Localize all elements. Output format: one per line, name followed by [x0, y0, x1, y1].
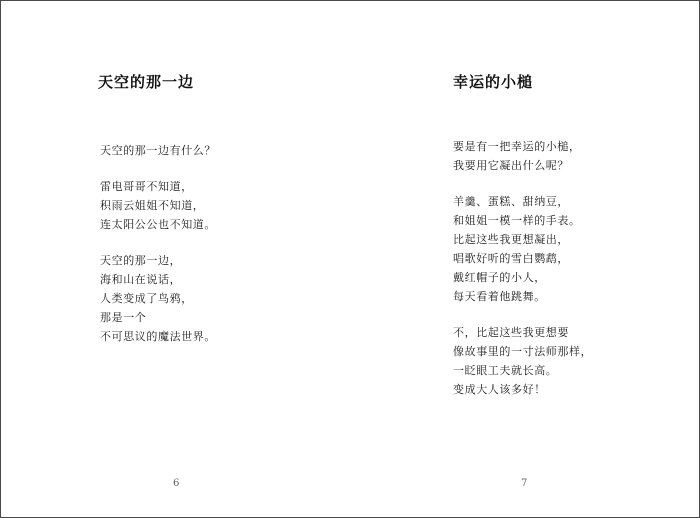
right-page — [350, 1, 699, 517]
page-number: 7 — [521, 478, 528, 489]
poem-line: 不，比起这些我更想要 — [453, 326, 569, 339]
poem-line: 唱歌好听的雪白鹦鹉， — [453, 252, 569, 265]
poem-line: 每天看着他跳舞。 — [453, 290, 546, 303]
poem-line: 我要用它凝出什么呢？ — [453, 159, 569, 172]
stanza-gap — [100, 234, 216, 251]
poem-line: 人类变成了鸟鸦， — [100, 292, 193, 305]
poem-line: 海和山在说话， — [100, 273, 182, 286]
poem-line: 戴红帽子的小人， — [453, 271, 546, 284]
left-page — [1, 1, 350, 517]
poem-body — [453, 137, 592, 399]
poem-line: 积雨云姐姐不知道， — [100, 199, 205, 212]
poem-body — [100, 141, 216, 346]
stanza-gap — [100, 160, 216, 177]
poem-line: 和姐姐一模一样的手表。 — [453, 214, 581, 227]
poem-line: 变成大人该多好！ — [453, 383, 546, 396]
poem-title: 幸运的小槌 — [453, 73, 534, 91]
poem-line: 一眨眼工夫就长高。 — [453, 364, 558, 377]
poem-line: 羊羹、蛋糕、甜纳豆， — [453, 195, 569, 208]
stanza-gap — [453, 175, 592, 192]
poem-title: 天空的那一边 — [98, 73, 195, 91]
page-number: 6 — [173, 478, 180, 489]
poem-line: 要是有一把幸运的小槌， — [453, 140, 581, 153]
poem-line: 像故事里的一寸法师那样， — [453, 345, 593, 358]
poem-line: 不可思议的魔法世界。 — [100, 330, 216, 343]
poem-line: 那是一个 — [100, 311, 147, 324]
poem-line: 比起这些我更想凝出， — [453, 233, 569, 246]
poem-line: 天空的那一边， — [100, 254, 182, 267]
poem-line: 连太阳公公也不知道。 — [100, 218, 216, 231]
poem-line: 天空的那一边有什么？ — [100, 144, 216, 157]
poem-line: 雷电哥哥不知道， — [100, 180, 193, 193]
stanza-gap — [453, 306, 592, 323]
